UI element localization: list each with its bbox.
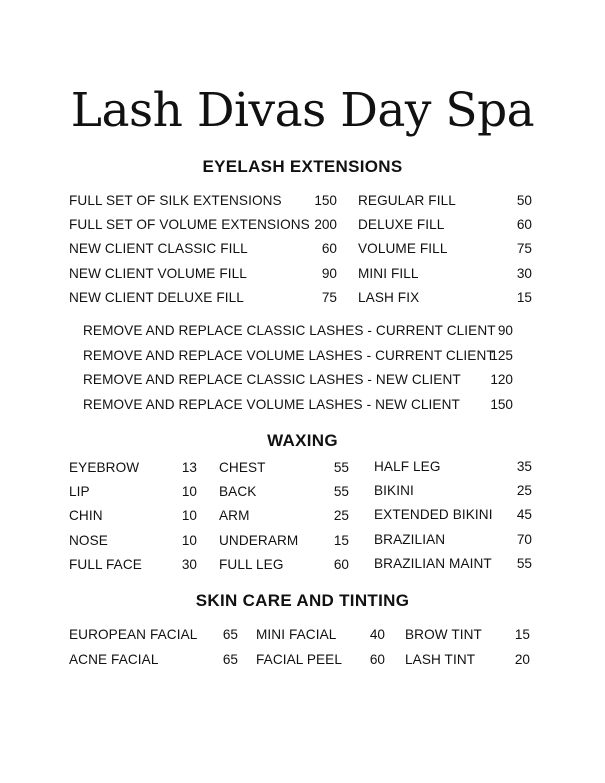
service-price: 75 bbox=[321, 289, 337, 305]
service-name: EXTENDED BIKINI bbox=[374, 507, 493, 523]
service-price: 60 bbox=[333, 556, 349, 572]
service-name: BIKINI bbox=[374, 483, 414, 499]
service-name: REGULAR FILL bbox=[358, 193, 456, 208]
service-name: LASH TINT bbox=[405, 651, 476, 667]
service-price: 90 bbox=[321, 265, 337, 281]
service-price: 13 bbox=[181, 460, 197, 475]
service-price: 200 bbox=[314, 217, 337, 233]
service-name: BROW TINT bbox=[405, 627, 482, 642]
service-name: MINI FILL bbox=[358, 265, 419, 281]
service-name: REMOVE AND REPLACE CLASSIC LASHES - CURRENT CLIENT bbox=[83, 323, 496, 338]
service-name: NOSE bbox=[69, 532, 108, 548]
service-name: NEW CLIENT DELUXE FILL bbox=[69, 289, 244, 305]
service-name: LIP bbox=[69, 484, 90, 500]
service-price: 45 bbox=[516, 507, 532, 523]
service-price: 15 bbox=[516, 289, 532, 305]
service-name: NEW CLIENT CLASSIC FILL bbox=[69, 241, 248, 257]
service-price: 125 bbox=[490, 347, 513, 363]
section-heading-skin: SKIN CARE AND TINTING bbox=[195, 591, 410, 610]
service-price: 90 bbox=[497, 323, 513, 338]
service-name: VOLUME FILL bbox=[358, 241, 448, 257]
service-name: FULL SET OF SILK EXTENSIONS bbox=[69, 193, 282, 208]
service-name: CHIN bbox=[69, 508, 103, 524]
service-price: 60 bbox=[516, 217, 532, 233]
service-name: CHEST bbox=[219, 460, 266, 475]
service-price: 60 bbox=[321, 241, 337, 257]
service-price: 150 bbox=[314, 193, 337, 208]
service-name: ACNE FACIAL bbox=[69, 651, 159, 667]
service-price: 55 bbox=[333, 484, 349, 500]
service-name: EUROPEAN FACIAL bbox=[69, 627, 198, 642]
service-price: 10 bbox=[181, 484, 197, 500]
service-price: 55 bbox=[333, 460, 349, 475]
service-price: 15 bbox=[514, 627, 530, 642]
service-name: FULL SET OF VOLUME EXTENSIONS bbox=[69, 217, 310, 233]
service-price: 10 bbox=[181, 508, 197, 524]
service-price: 20 bbox=[514, 651, 530, 667]
service-price: 75 bbox=[516, 241, 532, 257]
service-price: 65 bbox=[222, 651, 238, 667]
service-name: MINI FACIAL bbox=[256, 627, 337, 642]
service-name: BRAZILIAN bbox=[374, 531, 446, 547]
section-heading-eyelash: EYELASH EXTENSIONS bbox=[202, 157, 403, 176]
service-price: 25 bbox=[333, 508, 349, 524]
service-name: REMOVE AND REPLACE VOLUME LASHES - CURRENT CLIENT bbox=[83, 347, 495, 363]
service-name: LASH FIX bbox=[358, 289, 420, 305]
service-name: UNDERARM bbox=[219, 532, 299, 548]
page-title: Lash Divas Day Spa bbox=[70, 83, 535, 138]
service-price: 10 bbox=[181, 532, 197, 548]
service-price: 50 bbox=[516, 193, 532, 208]
service-name: ARM bbox=[219, 508, 250, 524]
service-name: DELUXE FILL bbox=[358, 217, 445, 233]
service-price: 120 bbox=[490, 372, 513, 387]
service-price: 25 bbox=[516, 483, 532, 499]
service-price: 55 bbox=[516, 555, 532, 571]
service-name: REMOVE AND REPLACE CLASSIC LASHES - NEW CLIENT bbox=[83, 372, 461, 387]
service-name: BRAZILIAN MAINT bbox=[374, 555, 492, 571]
service-price: 70 bbox=[516, 531, 532, 547]
service-price: 15 bbox=[333, 532, 349, 548]
service-price: 40 bbox=[369, 627, 385, 642]
service-name: NEW CLIENT VOLUME FILL bbox=[69, 265, 247, 281]
service-price: 30 bbox=[516, 265, 532, 281]
service-name: EYEBROW bbox=[69, 460, 140, 475]
service-name: HALF LEG bbox=[374, 459, 441, 474]
service-price: 60 bbox=[369, 651, 385, 667]
service-price: 35 bbox=[516, 459, 532, 474]
service-name: FULL FACE bbox=[69, 556, 142, 572]
service-price: 150 bbox=[490, 396, 513, 412]
service-name: REMOVE AND REPLACE VOLUME LASHES - NEW CLIENT bbox=[83, 396, 460, 412]
service-price: 30 bbox=[181, 556, 197, 572]
section-heading-waxing: WAXING bbox=[267, 431, 338, 450]
service-name: FULL LEG bbox=[219, 556, 284, 572]
service-name: FACIAL PEEL bbox=[256, 651, 342, 667]
service-price: 65 bbox=[222, 627, 238, 642]
service-name: BACK bbox=[219, 484, 257, 500]
